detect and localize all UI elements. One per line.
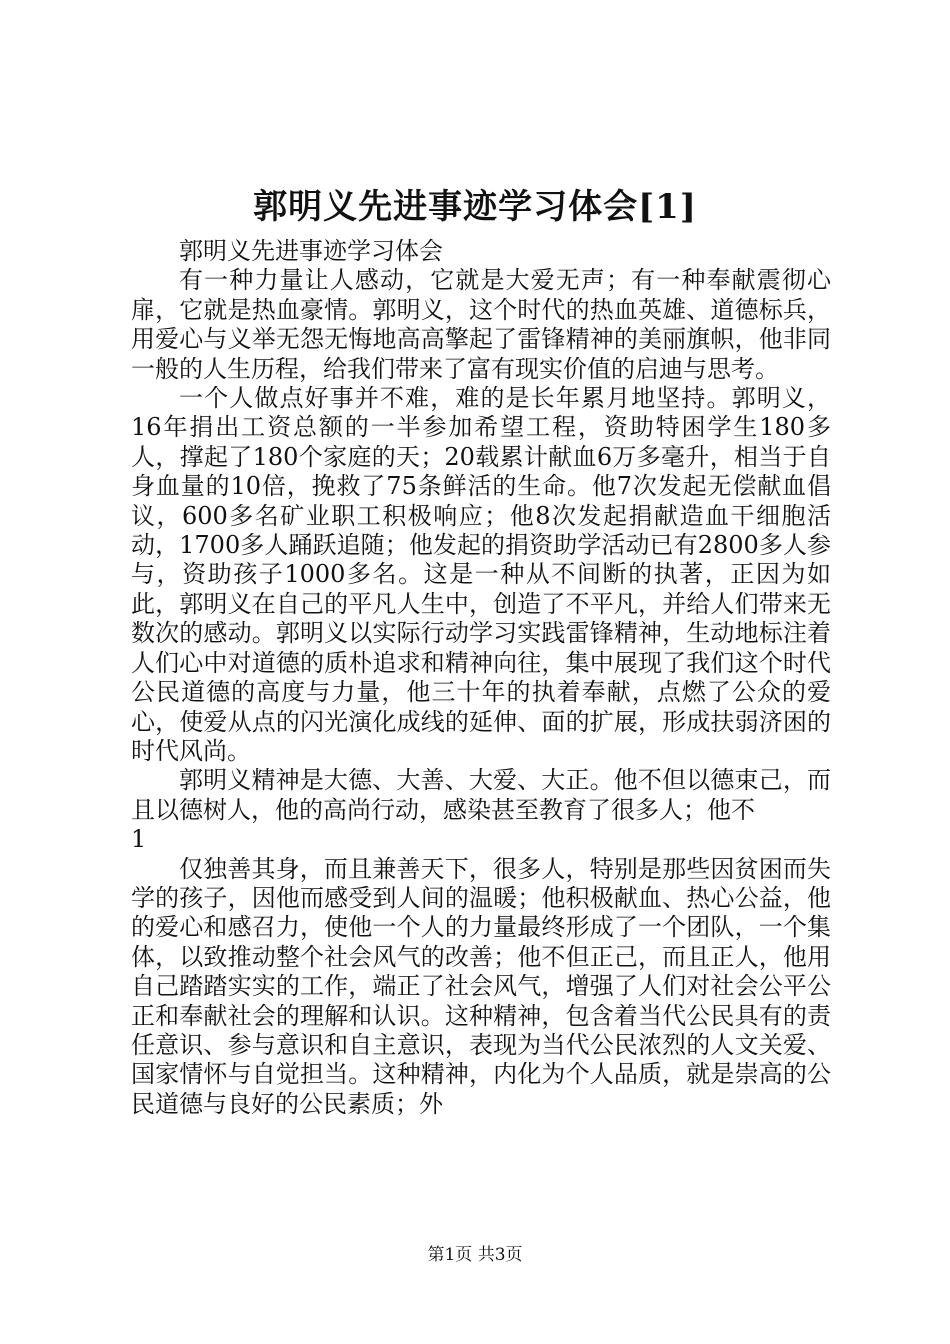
body-paragraph: 郭明义精神是大德、大善、大爱、大正。他不但以德束己，而且以德树人，他的高尚行动，感染甚至教育了很多人；他不 bbox=[131, 766, 831, 824]
subtitle-paragraph: 郭明义先进事迹学习体会 bbox=[179, 237, 443, 265]
body-paragraph: 仅独善其身，而且兼善天下，很多人，特别是那些因贫困而失学的孩子，因他而感受到人间的温暖；他积极献血、热心公益，他的爱心和感召力，使他一个人的力量最终形成了一个团队，一个集体，以致推动整个社会风气的改善；他不但正己，而且正人，他用自己踏踏实实的工作，端正了社会风气，增强了人们对社会公平公正和奉献社会的理解和认识。这种精神，包含着当代公民具有的责任意识、参与意识和自主意识，表现为当代公民浓烈的人文关爱、国家情怀与自觉担当。这种精神，内化为个人品质，就是崇高的公民道德与良好的公民素质；外 bbox=[131, 854, 831, 1118]
body-paragraph: 一个人做点好事并不难，难的是长年累月地坚持。郭明义，16年捐出工资总额的一半参加希望工程，资助特困学生180多人，撑起了180个家庭的天；20载累计献血6万多毫升，相当于自身血量的10倍，挽救了75条鲜活的生命。他7次发起无偿献血倡议，600多名矿业职工积极响应；他8次发起捐献造血干细胞活动，1700多人踊跃追随；他发起的捐资助学活动已有2800多人参与，资助孩子1000多名。这是一种从不间断的执著，正因为如此，郭明义在自己的平凡人生中，创造了不平凡，并给人们带来无数次的感动。郭明义以实际行动学习实践雷锋精神，生动地标注着人们心中对道德的质朴追求和精神向往，集中展现了我们这个时代公民道德的高度与力量，他三十年的执着奉献，点燃了公众的爱心，使爱从点的闪光演化成线的延伸、面的扩展，形成扶弱济困的时代风尚。 bbox=[131, 384, 831, 765]
body-paragraph: 有一种力量让人感动，它就是大爱无声；有一种奉献震彻心扉，它就是热血豪情。郭明义，这个时代的热血英雄、道德标兵，用爱心与义举无怨无悔地高高擎起了雷锋精神的美丽旗帜，他非同一般的人生历程，给我们带来了富有现实价值的启迪与思考。 bbox=[131, 266, 831, 383]
page-footer: 第1页 共3页 bbox=[427, 1245, 523, 1265]
document-body bbox=[131, 237, 831, 1119]
stray-page-number: 1 bbox=[131, 825, 147, 854]
document-title: 郭明义先进事迹学习体会[1] bbox=[253, 187, 697, 227]
